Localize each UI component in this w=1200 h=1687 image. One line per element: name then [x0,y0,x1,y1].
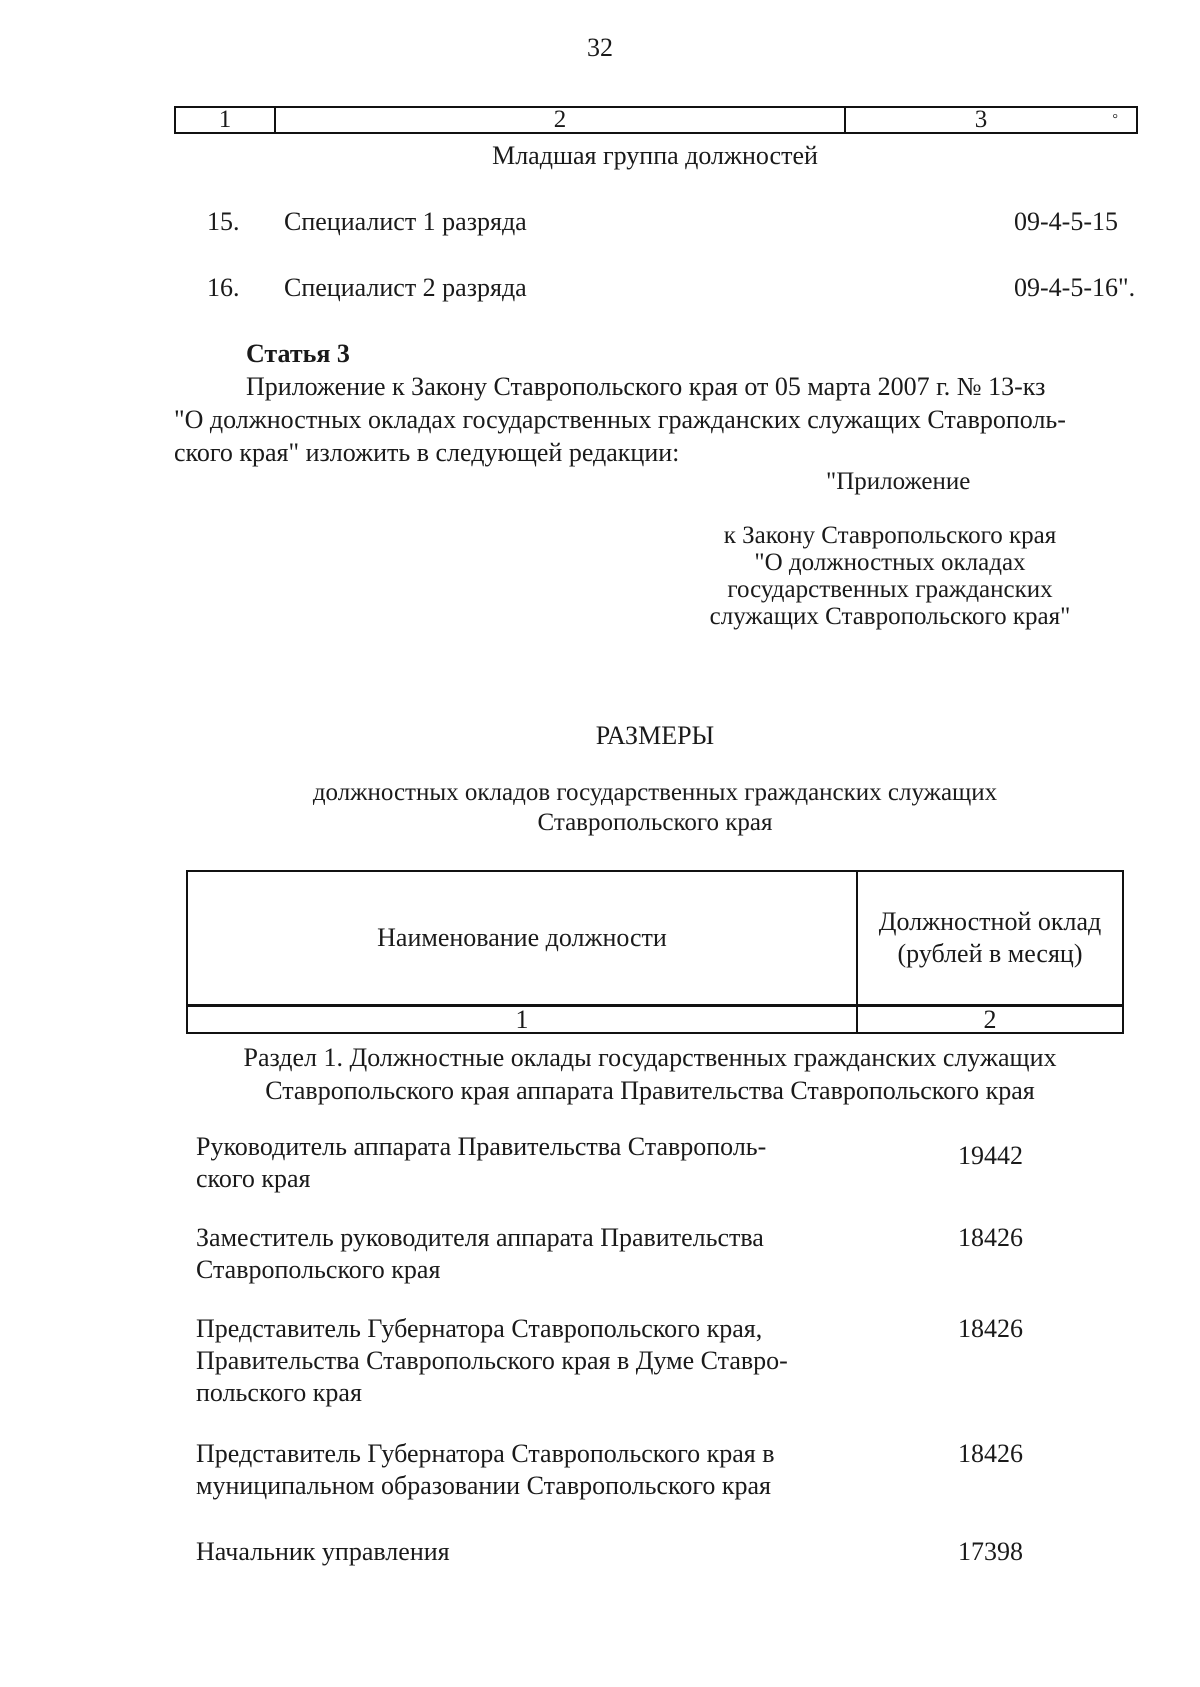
sizes-title: РАЗМЕРЫ [595,721,715,750]
salary-position-line: Руководитель аппарата Правительства Ставрополь- [196,1132,767,1161]
position-number: 15. [207,207,240,236]
appendix-line: государственных гражданских [727,576,1053,603]
salary-position [196,1131,856,1195]
sizes-subtitle: должностных окладов государственных гражданских служащих [312,779,998,806]
group-title: Младшая группа должностей [492,141,818,170]
header-col-3-label: 3 [974,106,988,133]
salary-position-line: ского края [196,1164,311,1193]
page-number: 32 [587,33,613,62]
salary-position-line: муниципальном образовании Ставропольского края [196,1471,771,1500]
salary-position-line: Представитель Губернатора Ставропольского края в [196,1439,775,1468]
col-header-salary [856,872,1122,1004]
sizes-table-header-row [188,872,1122,1004]
header-col-1: 1 [218,106,232,133]
salary-amount: 19442 [958,1141,1023,1170]
sizes-subtitle: Ставропольского края [537,809,773,836]
col-header-position-label: Наименование должности [377,923,667,952]
sizes-table [186,870,1124,1034]
appendix-title: "Приложение [826,468,971,495]
appendix-line: служащих Ставропольского края" [709,603,1071,630]
salary-amount: 18426 [958,1314,1023,1343]
col-header-position [188,872,856,1004]
header-col-3 [844,108,1136,132]
salary-amount: 18426 [958,1223,1023,1252]
appendix-line: к Закону Ставропольского края [723,522,1057,549]
salary-position-line: Ставропольского края [196,1255,441,1284]
header-col-2: 2 [274,108,844,132]
section-title: Ставропольского края аппарата Правительства Ставропольского края [265,1076,1035,1105]
appendix-line: "О должностных окладах [754,549,1026,576]
article-title: Статья 3 [246,339,350,368]
salary-position-line: Начальник управления [196,1537,450,1566]
salary-position-line: польского края [196,1378,362,1407]
header-table [174,106,1138,134]
salary-amount: 18426 [958,1439,1023,1468]
col-number-2: 2 [856,1007,1122,1032]
col-number-1: 1 [515,1004,529,1034]
salary-position [196,1536,856,1568]
sizes-table-number-row [188,1004,1122,1032]
salary-position-line: Представитель Губернатора Ставропольского края, [196,1314,763,1343]
salary-position-line: Правительства Ставропольского края в Думе Ставро- [196,1346,788,1375]
salary-position [196,1222,856,1286]
header-mark: ° [1112,112,1118,127]
article-line: Приложение к Закону Ставропольского края от 05 марта 2007 г. № 13-кз [246,372,1046,401]
article-line: ского края" изложить в следующей редакции: [174,438,680,467]
position-name: Специалист 2 разряда [284,273,527,302]
section-title: Раздел 1. Должностные оклады государственных гражданских служащих [243,1043,1057,1072]
position-number: 16. [207,273,240,302]
salary-position-line: Заместитель руководителя аппарата Правительства [196,1223,764,1252]
article-line: "О должностных окладах государственных гражданских служащих Ставрополь- [174,405,1066,434]
salary-position [196,1438,856,1502]
salary-amount: 17398 [958,1537,1023,1566]
col-header-salary-line: (рублей в месяц) [897,939,1083,968]
position-code: 09-4-5-15 [1014,207,1118,236]
position-name: Специалист 1 разряда [284,207,527,236]
position-code: 09-4-5-16". [1014,273,1136,302]
col-header-salary-line: Должностной оклад [878,907,1102,936]
salary-position [196,1313,856,1409]
